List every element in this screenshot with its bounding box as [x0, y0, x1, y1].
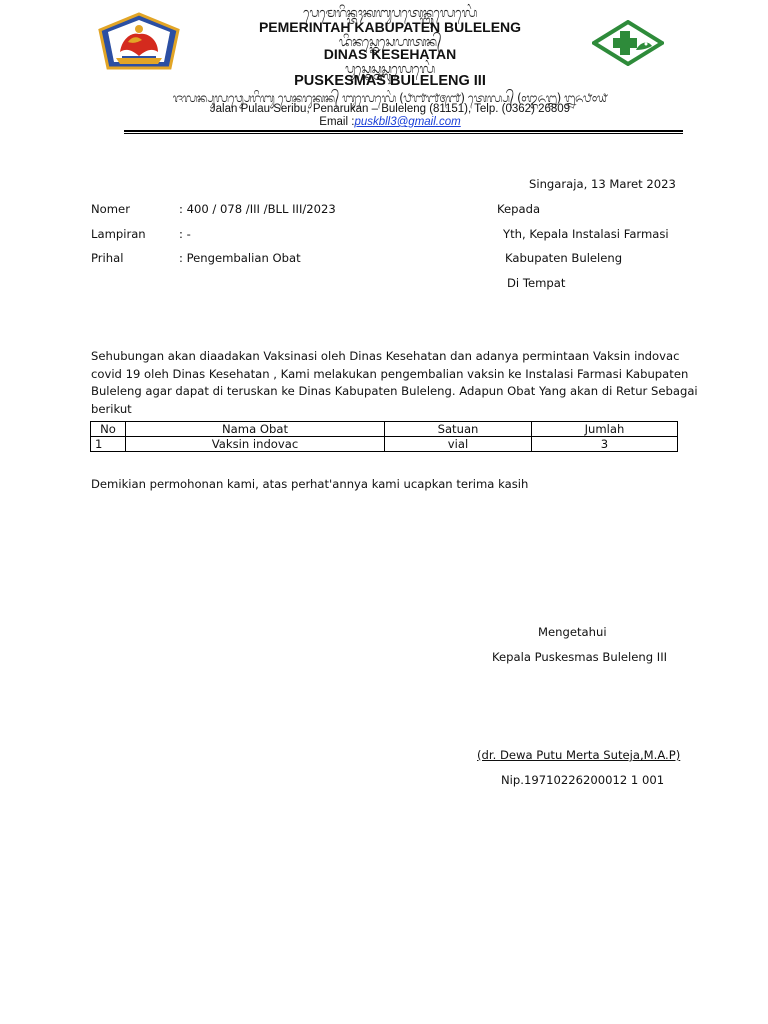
- field-value-prihal: : Pengembalian Obat: [179, 251, 301, 265]
- signature-name: (dr. Dewa Putu Merta Suteja,M.A.P): [477, 748, 681, 762]
- header-balinese-line-2: ᬤᬶᬦᬲ᭄ᬓᬾᬲᬾᬳᬢᬦ᭄: [338, 35, 442, 50]
- header-no: No: [91, 422, 126, 437]
- recipient-line-2: Kabupaten Buleleng: [505, 251, 623, 265]
- header-nama-obat: Nama Obat: [126, 422, 385, 437]
- government-name: PEMERINTAH KABUPATEN BULELENG: [258, 19, 522, 35]
- field-label-prihal: Prihal: [91, 251, 124, 265]
- cell-jumlah: 3: [532, 437, 678, 452]
- cell-no: 1: [91, 437, 126, 452]
- email-label: Email :: [319, 116, 355, 128]
- department-name: DINAS KESEHATAN: [323, 46, 457, 62]
- body-paragraph: [91, 348, 698, 418]
- buleleng-regency-crest: [98, 12, 180, 74]
- body-line: Sehubungan akan diaadakan Vaksinasi oleh Dinas Kesehatan dan adanya permintaan Vaksin indovac: [91, 349, 680, 363]
- cell-nama-obat: Vaksin indovac: [126, 437, 385, 452]
- signature-nip: Nip.19710226200012 1 001: [501, 773, 665, 787]
- table-header-row: [91, 422, 678, 437]
- body-line: covid 19 oleh Dinas Kesehatan , Kami melakukan pengembalian vaksin ke Instalasi Farmasi Kabupaten: [91, 366, 689, 381]
- table-row: [91, 437, 678, 452]
- email-link[interactable]: puskbll3@gmail.com: [354, 116, 461, 128]
- recipient-line-1: Yth, Kepala Instalasi Farmasi: [503, 227, 669, 241]
- place-date: Singaraja, 13 Maret 2023: [529, 177, 676, 191]
- email-line: [130, 116, 650, 128]
- header-jumlah: Jumlah: [532, 422, 678, 437]
- field-label-lampiran: Lampiran: [91, 227, 146, 241]
- recipient-kepada: Kepada: [497, 202, 541, 216]
- medicine-table: [90, 421, 678, 452]
- signature-position: Kepala Puskesmas Buleleng III: [492, 650, 668, 664]
- cell-satuan: vial: [385, 437, 532, 452]
- body-line: berikut: [91, 401, 132, 416]
- field-value-lampiran: : -: [179, 227, 191, 241]
- header-balinese-line-3: ᬧᬸᬲ᭄ᬓᬾᬲ᭄ᬫᬲ᭄ᬩᬸᬮᬾᬮᬾᬂ: [345, 62, 435, 77]
- recipient-line-3: Di Tempat: [507, 276, 566, 290]
- field-label-nomer: Nomer: [91, 202, 130, 216]
- puskesmas-logo: [592, 20, 664, 66]
- signature-mengetahui: Mengetahui: [538, 625, 607, 639]
- letterhead: [0, 0, 768, 140]
- unit-name: PUSKESMAS BULELENG III: [294, 73, 486, 89]
- body-line: Buleleng agar dapat di teruskan ke Dinas Kabupaten Buleleng. Adapun Obat Yang akan di Retur Sebagai: [91, 384, 698, 398]
- header-satuan: Satuan: [385, 422, 532, 437]
- header-balinese-address: ᬚᬮᬦ᭄ᬧᬸᬮᬯ᭄ᬲᬾᬭᬶᬩᬸ ᬧᬾᬦᬭᬸᬓᬦ᭄ ᬩᬸᬮᬾᬮᬾᬂ (᭘᭑᭑᭕᭑) ᬢᬾᬮ᭄ᬧ᭄ (᭐᭓᭖᭒) ᭒᭖᭘᭐᭙: [172, 91, 608, 105]
- field-value-nomer: : 400 / 078 /III /BLL III/2023: [179, 202, 336, 216]
- header-balinese-line-1: ᬧᬾᬫᬾᬭᬶᬦ᭄ᬢᬄᬓᬩᬸᬧᬢᬾᬦ᭄ᬩᬸᬮᬾᬮᬾᬂ: [303, 6, 477, 21]
- address: Jalan Pulau Seribu, Penarukan – Buleleng (81151), Telp. (0362) 26809: [209, 103, 571, 115]
- closing-sentence: Demikian permohonan kami, atas perhat'annya kami ucapkan terima kasih: [91, 477, 529, 491]
- header-rule-thin: [124, 133, 683, 134]
- header-rule-thick: [124, 130, 683, 132]
